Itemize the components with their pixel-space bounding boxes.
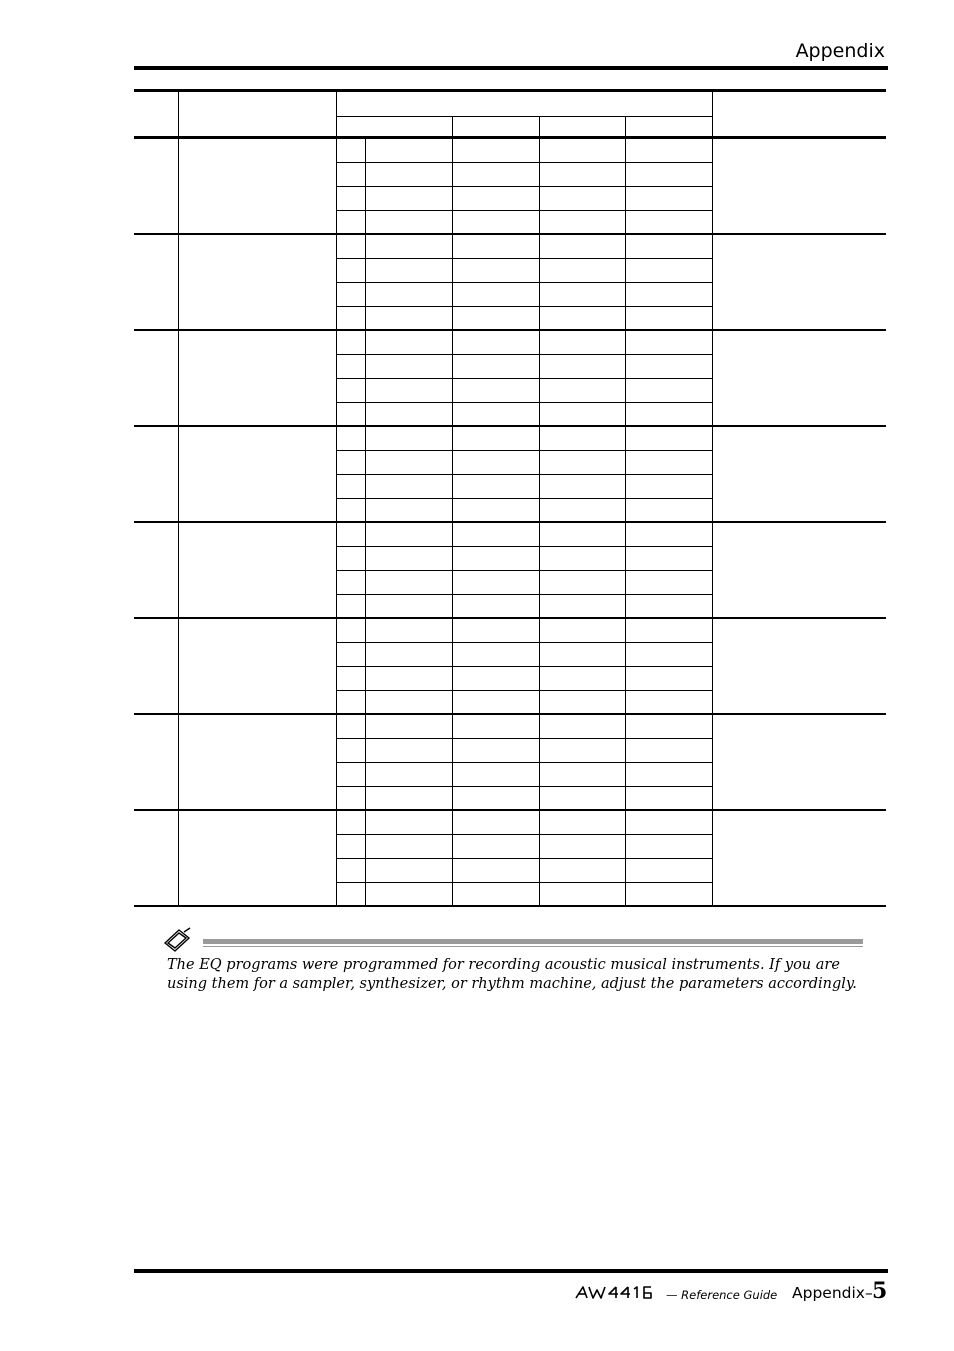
cell-divider bbox=[539, 859, 540, 882]
cell-divider bbox=[452, 787, 453, 811]
cell-divider bbox=[625, 475, 626, 498]
cell-divider bbox=[625, 379, 626, 402]
page-header-title: Appendix bbox=[795, 40, 885, 62]
cell-divider bbox=[452, 691, 453, 715]
cell-divider bbox=[365, 571, 366, 594]
cell-divider bbox=[452, 595, 453, 619]
cell-divider bbox=[625, 715, 626, 738]
cell-divider bbox=[539, 523, 540, 546]
cell-divider bbox=[539, 235, 540, 258]
cell-divider bbox=[539, 379, 540, 402]
col-divider bbox=[712, 811, 713, 905]
table-row bbox=[336, 427, 712, 451]
band-divider bbox=[539, 116, 540, 136]
table-row bbox=[336, 619, 712, 643]
col-divider bbox=[712, 427, 713, 521]
cell-divider bbox=[539, 427, 540, 450]
cell-divider bbox=[625, 667, 626, 690]
cell-divider bbox=[625, 883, 626, 907]
cell-divider bbox=[625, 691, 626, 715]
band-divider bbox=[452, 116, 453, 136]
table-row bbox=[336, 739, 712, 763]
cell-divider bbox=[365, 331, 366, 354]
cell-divider bbox=[365, 547, 366, 570]
cell-divider bbox=[365, 835, 366, 858]
cell-divider bbox=[452, 475, 453, 498]
cell-divider bbox=[625, 283, 626, 306]
cell-divider bbox=[365, 307, 366, 331]
cell-divider bbox=[625, 763, 626, 786]
cell-divider bbox=[539, 355, 540, 378]
cell-divider bbox=[365, 499, 366, 523]
table-group bbox=[134, 523, 886, 619]
cell-divider bbox=[365, 283, 366, 306]
cell-divider bbox=[625, 547, 626, 570]
cell-divider bbox=[539, 883, 540, 907]
table-row bbox=[336, 811, 712, 835]
col-divider bbox=[712, 139, 713, 233]
cell-divider bbox=[625, 427, 626, 450]
cell-divider bbox=[365, 427, 366, 450]
cell-divider bbox=[539, 595, 540, 619]
table-row bbox=[336, 451, 712, 475]
cell-divider bbox=[539, 451, 540, 474]
table-row bbox=[336, 835, 712, 859]
table-row bbox=[336, 139, 712, 163]
cell-divider bbox=[539, 835, 540, 858]
cell-divider bbox=[365, 403, 366, 427]
cell-divider bbox=[539, 475, 540, 498]
cell-divider bbox=[452, 427, 453, 450]
table-row bbox=[336, 883, 712, 907]
cell-divider bbox=[452, 523, 453, 546]
table-row bbox=[336, 307, 712, 331]
cell-divider bbox=[452, 739, 453, 762]
col-divider bbox=[178, 811, 179, 905]
cell-divider bbox=[539, 403, 540, 427]
table-row bbox=[336, 499, 712, 523]
cell-divider bbox=[365, 475, 366, 498]
cell-divider bbox=[625, 643, 626, 666]
cell-divider bbox=[539, 331, 540, 354]
cell-divider bbox=[452, 235, 453, 258]
cell-divider bbox=[365, 259, 366, 282]
table-row bbox=[336, 859, 712, 883]
table-group bbox=[134, 427, 886, 523]
table-row bbox=[336, 379, 712, 403]
cell-divider bbox=[365, 163, 366, 186]
col-divider bbox=[712, 92, 713, 136]
cell-divider bbox=[539, 547, 540, 570]
cell-divider bbox=[625, 235, 626, 258]
page-footer bbox=[574, 1280, 894, 1308]
guide-title: — Reference Guide bbox=[666, 1288, 778, 1302]
cell-divider bbox=[625, 571, 626, 594]
table-row bbox=[336, 691, 712, 715]
cell-divider bbox=[539, 763, 540, 786]
table-row bbox=[336, 259, 712, 283]
cell-divider bbox=[365, 355, 366, 378]
cell-divider bbox=[539, 187, 540, 210]
subheader-rule bbox=[336, 116, 712, 117]
col-divider bbox=[336, 92, 337, 136]
cell-divider bbox=[625, 499, 626, 523]
cell-divider bbox=[539, 715, 540, 738]
cell-divider bbox=[539, 139, 540, 162]
cell-divider bbox=[452, 307, 453, 331]
table-row bbox=[336, 787, 712, 811]
table-row bbox=[336, 547, 712, 571]
cell-divider bbox=[625, 619, 626, 642]
cell-divider bbox=[625, 835, 626, 858]
col-divider bbox=[712, 235, 713, 329]
table-group bbox=[134, 331, 886, 427]
cell-divider bbox=[365, 211, 366, 235]
col-divider bbox=[178, 427, 179, 521]
table-group bbox=[134, 811, 886, 907]
cell-divider bbox=[452, 619, 453, 642]
cell-divider bbox=[452, 811, 453, 834]
table-row bbox=[336, 235, 712, 259]
cell-divider bbox=[365, 523, 366, 546]
table-row bbox=[336, 571, 712, 595]
cell-divider bbox=[625, 259, 626, 282]
cell-divider bbox=[539, 787, 540, 811]
cell-divider bbox=[452, 187, 453, 210]
cell-divider bbox=[452, 331, 453, 354]
cell-divider bbox=[539, 571, 540, 594]
page-label: Appendix– bbox=[792, 1284, 873, 1302]
col-divider bbox=[712, 523, 713, 617]
table-row bbox=[336, 667, 712, 691]
eq-program-table bbox=[134, 89, 886, 907]
table-row bbox=[336, 715, 712, 739]
col-divider bbox=[178, 331, 179, 425]
header-rule bbox=[134, 66, 888, 70]
cell-divider bbox=[452, 355, 453, 378]
cell-divider bbox=[452, 451, 453, 474]
cell-divider bbox=[452, 379, 453, 402]
cell-divider bbox=[365, 595, 366, 619]
cell-divider bbox=[625, 139, 626, 162]
table-group bbox=[134, 139, 886, 235]
note-rule bbox=[203, 939, 863, 944]
table-row bbox=[336, 355, 712, 379]
cell-divider bbox=[539, 739, 540, 762]
cell-divider bbox=[539, 667, 540, 690]
cell-divider bbox=[365, 235, 366, 258]
table-row bbox=[336, 595, 712, 619]
cell-divider bbox=[539, 307, 540, 331]
cell-divider bbox=[625, 739, 626, 762]
col-divider bbox=[178, 92, 179, 136]
table-row bbox=[336, 331, 712, 355]
col-divider bbox=[712, 715, 713, 809]
cell-divider bbox=[452, 259, 453, 282]
cell-divider bbox=[365, 883, 366, 907]
cell-divider bbox=[625, 859, 626, 882]
cell-divider bbox=[452, 139, 453, 162]
aw4416-logo bbox=[574, 1284, 662, 1300]
col-divider bbox=[178, 619, 179, 713]
cell-divider bbox=[625, 595, 626, 619]
cell-divider bbox=[539, 211, 540, 235]
cell-divider bbox=[452, 211, 453, 235]
cell-divider bbox=[539, 811, 540, 834]
table-row bbox=[336, 643, 712, 667]
cell-divider bbox=[452, 163, 453, 186]
cell-divider bbox=[539, 691, 540, 715]
band-divider bbox=[625, 116, 626, 136]
cell-divider bbox=[365, 691, 366, 715]
cell-divider bbox=[452, 403, 453, 427]
cell-divider bbox=[365, 811, 366, 834]
cell-divider bbox=[539, 259, 540, 282]
col-divider bbox=[712, 619, 713, 713]
cell-divider bbox=[365, 379, 366, 402]
table-row bbox=[336, 187, 712, 211]
cell-divider bbox=[365, 187, 366, 210]
cell-divider bbox=[365, 619, 366, 642]
cell-divider bbox=[625, 331, 626, 354]
cell-divider bbox=[625, 355, 626, 378]
cell-divider bbox=[625, 403, 626, 427]
note-rule-thin bbox=[203, 946, 863, 947]
cell-divider bbox=[539, 499, 540, 523]
cell-divider bbox=[625, 163, 626, 186]
table-row bbox=[336, 211, 712, 235]
page-number: 5 bbox=[872, 1278, 888, 1304]
cell-divider bbox=[365, 451, 366, 474]
cell-divider bbox=[625, 187, 626, 210]
cell-divider bbox=[365, 763, 366, 786]
cell-divider bbox=[539, 283, 540, 306]
cell-divider bbox=[452, 883, 453, 907]
table-row bbox=[336, 283, 712, 307]
col-divider bbox=[178, 139, 179, 233]
cell-divider bbox=[452, 763, 453, 786]
cell-divider bbox=[452, 667, 453, 690]
footer-rule bbox=[134, 1269, 888, 1273]
table-group bbox=[134, 235, 886, 331]
cell-divider bbox=[625, 523, 626, 546]
cell-divider bbox=[539, 163, 540, 186]
cell-divider bbox=[452, 835, 453, 858]
col-divider bbox=[178, 523, 179, 617]
col-divider bbox=[712, 331, 713, 425]
cell-divider bbox=[452, 859, 453, 882]
note-text: The EQ programs were programmed for recording acoustic musical instruments. If you are using them for a sampler, synthesizer, or rhythm machine, adjust the parameters accordingly. bbox=[167, 957, 857, 992]
cell-divider bbox=[452, 283, 453, 306]
cell-divider bbox=[365, 739, 366, 762]
cell-divider bbox=[452, 571, 453, 594]
cell-divider bbox=[452, 547, 453, 570]
table-row bbox=[336, 163, 712, 187]
table-row bbox=[336, 475, 712, 499]
table-group bbox=[134, 619, 886, 715]
cell-divider bbox=[365, 643, 366, 666]
cell-divider bbox=[452, 715, 453, 738]
cell-divider bbox=[625, 811, 626, 834]
table-group bbox=[134, 715, 886, 811]
pencil-note-icon bbox=[162, 927, 194, 953]
cell-divider bbox=[625, 307, 626, 331]
cell-divider bbox=[365, 859, 366, 882]
cell-divider bbox=[365, 715, 366, 738]
cell-divider bbox=[625, 211, 626, 235]
cell-divider bbox=[365, 139, 366, 162]
col-divider bbox=[178, 235, 179, 329]
cell-divider bbox=[539, 619, 540, 642]
cell-divider bbox=[539, 643, 540, 666]
table-row bbox=[336, 403, 712, 427]
cell-divider bbox=[452, 643, 453, 666]
col-divider bbox=[178, 715, 179, 809]
cell-divider bbox=[625, 451, 626, 474]
cell-divider bbox=[365, 667, 366, 690]
table-row bbox=[336, 523, 712, 547]
cell-divider bbox=[365, 787, 366, 811]
table-row bbox=[336, 763, 712, 787]
table-header bbox=[134, 89, 886, 139]
cell-divider bbox=[625, 787, 626, 811]
cell-divider bbox=[452, 499, 453, 523]
